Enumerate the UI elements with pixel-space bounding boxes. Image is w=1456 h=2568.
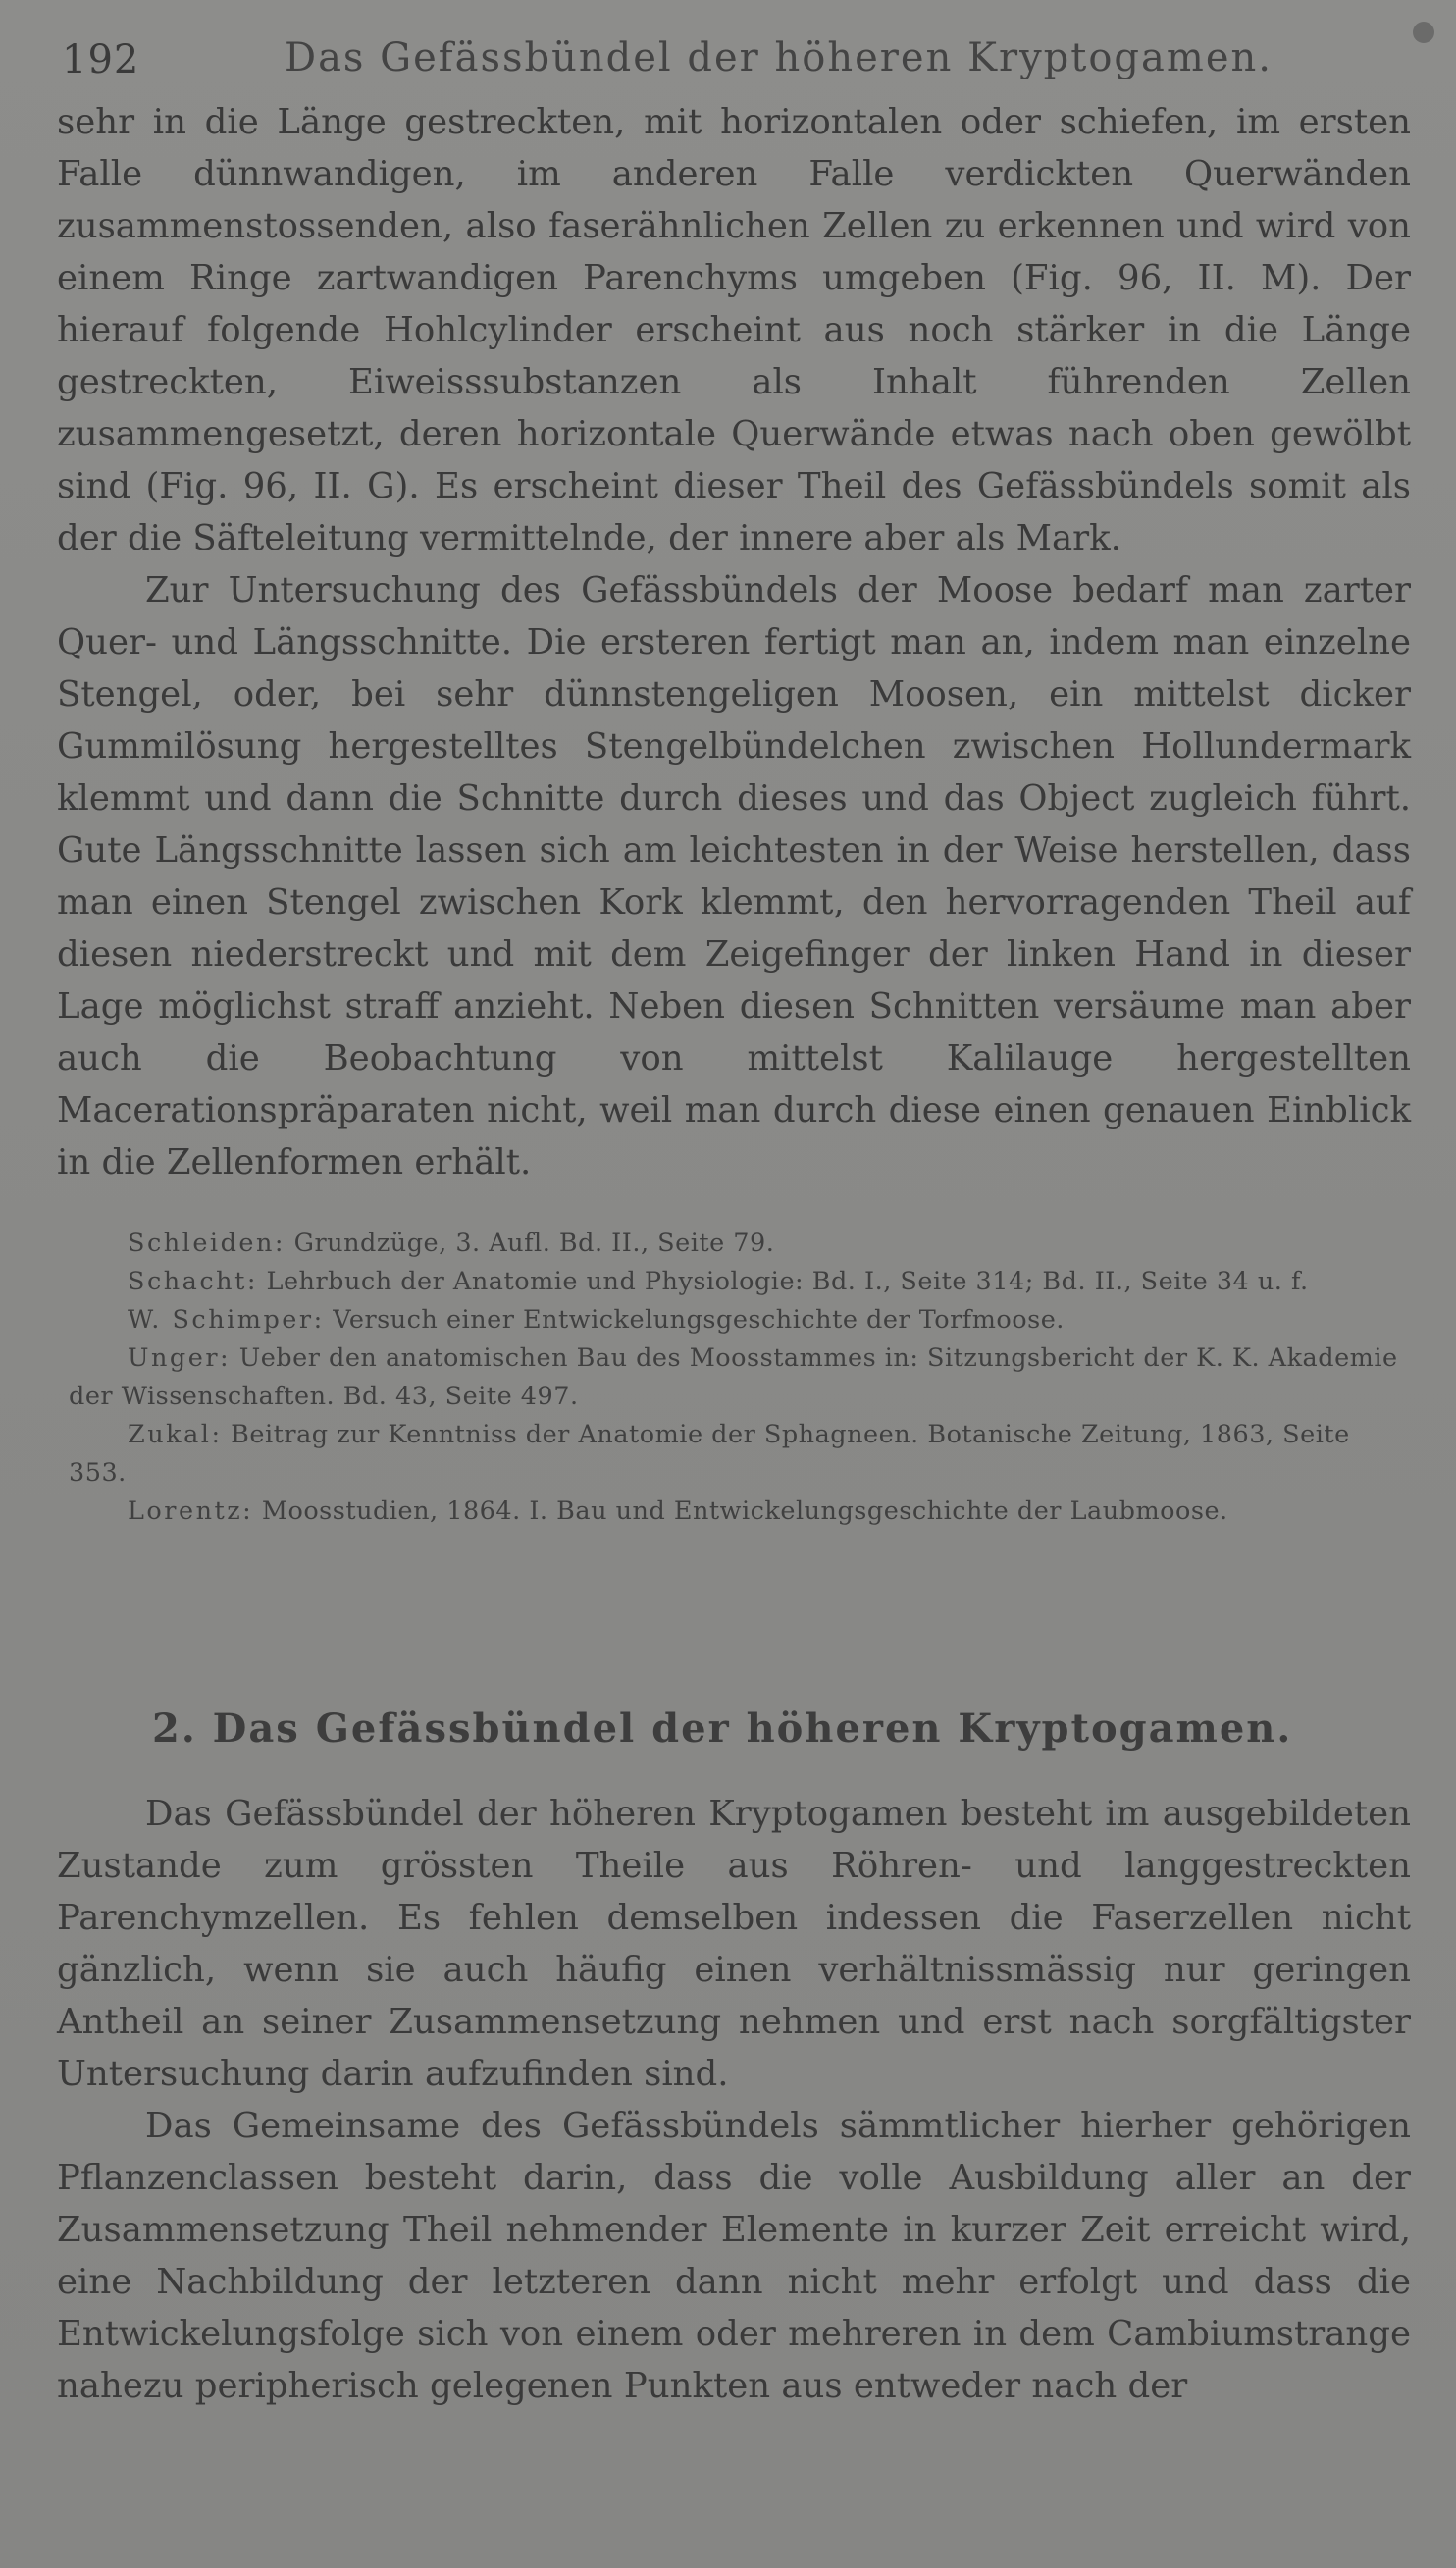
reference-author: W. Schimper: bbox=[128, 1305, 325, 1335]
ink-spot bbox=[1413, 22, 1434, 43]
reference-text: Lehrbuch der Anatomie und Physiologie: Bd. I., Seite 314; Bd. II., Seite 34 u. f. bbox=[257, 1267, 1309, 1296]
reference-entry bbox=[69, 1263, 1403, 1301]
reference-author: Schleiden: bbox=[128, 1229, 286, 1258]
paragraph: Das Gemeinsame des Gefässbündels sämmtlicher hierher gehörigen Pflanzenclassen besteht darin, dass die volle Ausbildung aller an der Zusammensetzung Theil nehmender Elemente in kurzer Zeit erreicht wird, eine Nachbildung der letzteren dann nicht mehr erfolgt und dass die Entwickelungsfolge sich von einem oder mehreren in dem Cambiumstrange nahezu peripherisch gelegenen Punkten aus entweder nach der bbox=[57, 2106, 1411, 2406]
reference-text: Versuch einer Entwickelungsgeschichte der Torfmoose. bbox=[324, 1305, 1065, 1335]
section-heading: 2. Das Gefässbündel der höheren Kryptogamen. bbox=[152, 1705, 1293, 1753]
body-text-bottom bbox=[57, 1788, 1411, 2412]
reference-entry bbox=[69, 1493, 1403, 1531]
running-title: Das Gefässbündel der höheren Kryptogamen. bbox=[285, 35, 1273, 80]
reference-author: Schacht: bbox=[128, 1267, 258, 1296]
reference-author: Zukal: bbox=[128, 1420, 223, 1449]
paragraph: Das Gefässbündel der höheren Kryptogamen besteht im ausgebildeten Zustande zum grössten Theile aus Röhren- und langgestreckten Parenchymzellen. Es fehlen demselben indessen die Faserzellen nicht gänzlich, wenn sie auch häufig einen verhältnissmässig nur geringen Antheil an seiner Zusammensetzung nehmen und erst nach sorgfältigster Untersuchung darin aufzufinden sind. bbox=[57, 1794, 1411, 2094]
reference-author: Lorentz: bbox=[128, 1496, 254, 1526]
body-text-top bbox=[57, 96, 1411, 1188]
reference-text: Moosstudien, 1864. I. Bau und Entwickelungsgeschichte der Laubmoose. bbox=[253, 1496, 1228, 1526]
reference-entry bbox=[69, 1339, 1403, 1416]
reference-entry bbox=[69, 1225, 1403, 1263]
literature-references bbox=[69, 1225, 1403, 1531]
paragraph: sehr in die Länge gestreckten, mit horizontalen oder schiefen, im ersten Falle dünnwandigen, im anderen Falle verdickten Querwänden zusammenstossenden, also faserähnlichen Zellen zu erkennen und wird von einem Ringe zartwandigen Parenchyms umgeben (Fig. 96, II. M). Der hierauf folgende Hohlcylinder erscheint aus noch stärker in die Länge gestreckten, Eiweisssubstanzen als Inhalt führenden Zellen zusammengesetzt, deren horizontale Querwände etwas nach oben gewölbt sind (Fig. 96, II. G). Es erscheint dieser Theil des Gefässbündels somit als der die Säfteleitung vermittelnde, der innere aber als Mark. bbox=[57, 102, 1411, 558]
paragraph: Zur Untersuchung des Gefässbündels der Moose bedarf man zarter Quer- und Längsschnitte. Die ersteren fertigt man an, indem man einzelne Stengel, oder, bei sehr dünnstengeligen Moosen, ein mittelst dicker Gummilösung hergestelltes Stengelbündelchen zwischen Hollundermark klemmt und dann die Schnitte durch dieses und das Object zugleich führt. Gute Längsschnitte lassen sich am leichtesten in der Weise herstellen, dass man einen Stengel zwischen Kork klemmt, den hervorragenden Theil auf diesen niederstreckt und mit dem Zeigefinger der linken Hand in dieser Lage möglichst straff anzieht. Neben diesen Schnitten versäume man aber auch die Beobachtung von mittelst Kalilauge hergestellten Macerationspräparaten nicht, weil man durch diese einen genauen Einblick in die Zellenformen erhält. bbox=[57, 570, 1411, 1182]
page-number: 192 bbox=[62, 37, 140, 82]
reference-entry bbox=[69, 1416, 1403, 1493]
running-header bbox=[54, 29, 1397, 88]
reference-text: Grundzüge, 3. Aufl. Bd. II., Seite 79. bbox=[286, 1229, 775, 1258]
reference-text: Ueber den anatomischen Bau des Moosstammes in: Sitzungsbericht der K. K. Akademie der Wissenschaften. Bd. 43, Seite 497. bbox=[69, 1343, 1398, 1411]
reference-author: Unger: bbox=[128, 1343, 232, 1373]
reference-entry bbox=[69, 1301, 1403, 1339]
reference-text: Beitrag zur Kenntniss der Anatomie der Sphagneen. Botanische Zeitung, 1863, Seite 353. bbox=[69, 1420, 1350, 1488]
